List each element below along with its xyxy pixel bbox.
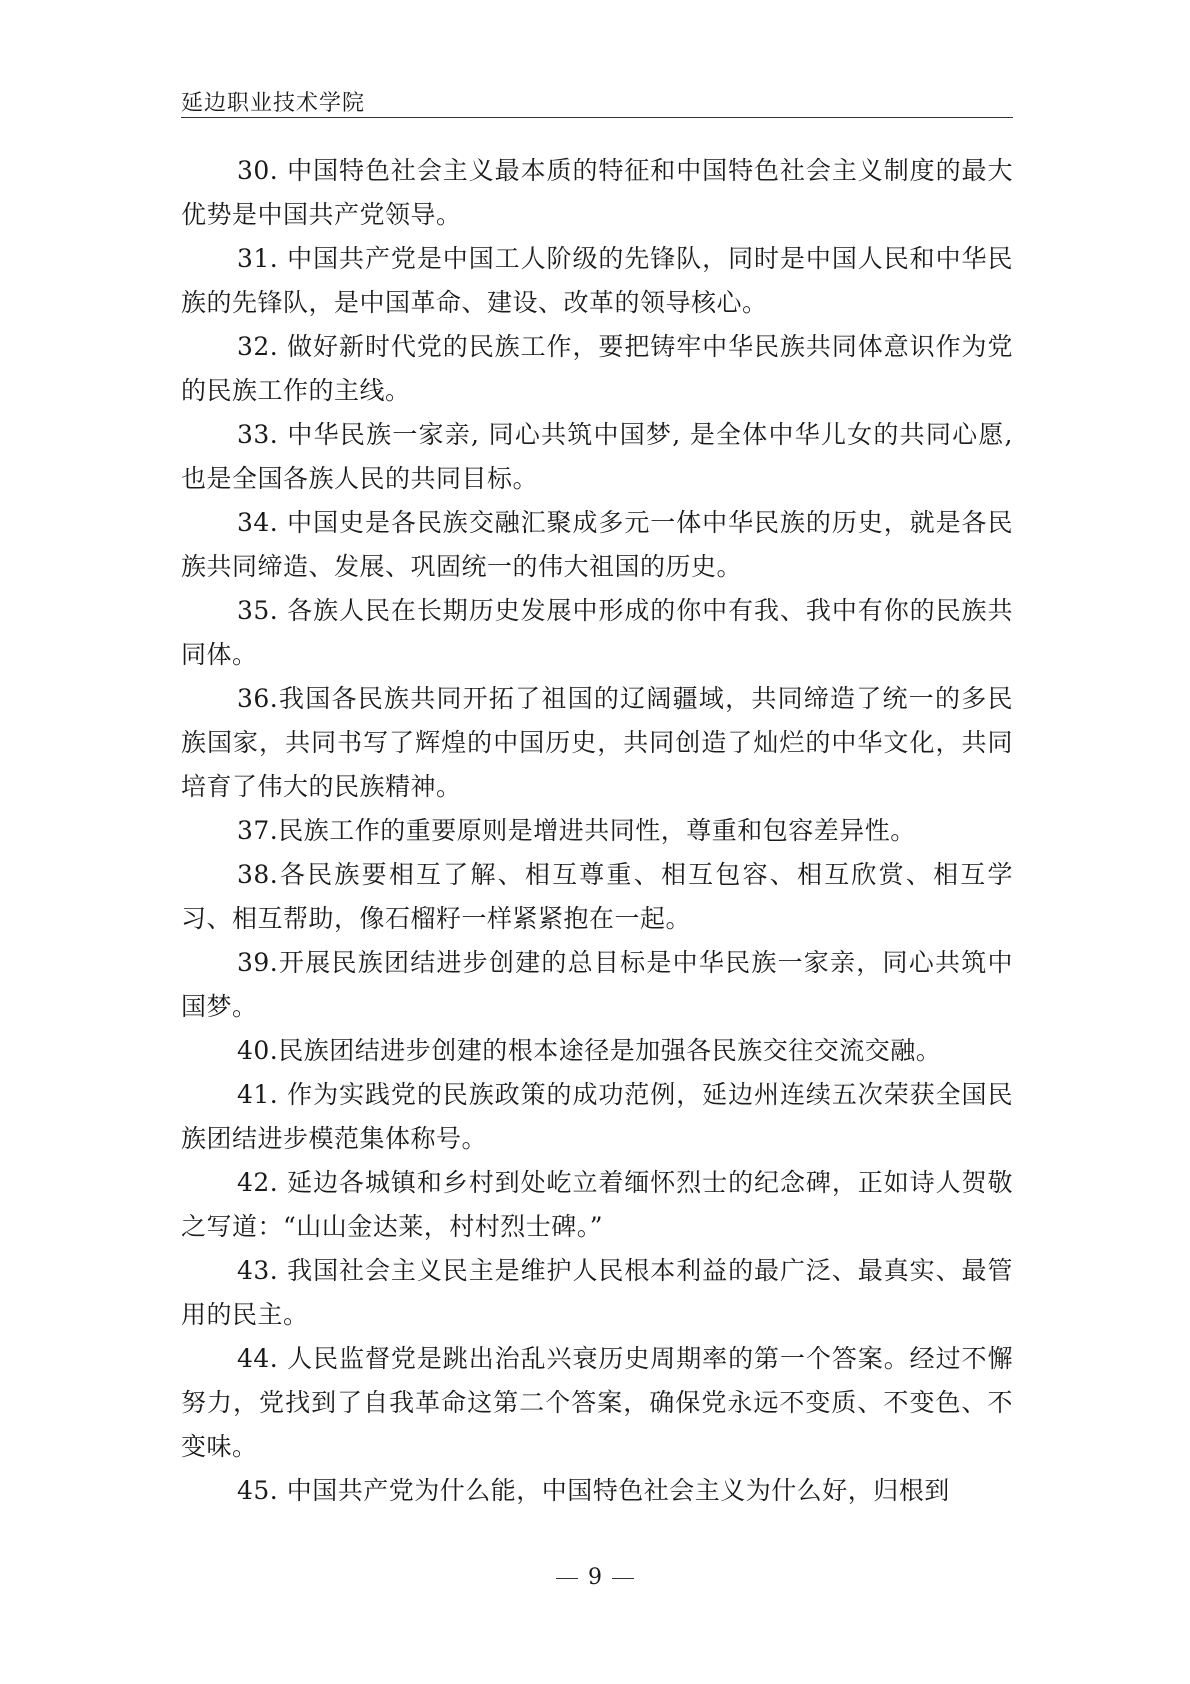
paragraph-37: 37.民族工作的重要原则是增进共同性，尊重和包容差异性。 — [237, 816, 916, 845]
paragraph-38: 38.各民族要相互了解、相互尊重、相互包容、相互欣赏、相互学习、相互帮助，像石榴籽一样紧紧抱在一起。 — [181, 860, 1013, 933]
paragraph-36: 36.我国各民族共同开拓了祖国的辽阔疆域，共同缔造了统一的多民族国家，共同书写了辉煌的中国历史，共同创造了灿烂的中华文化，共同培育了伟大的民族精神。 — [181, 684, 1013, 801]
footer-dash-left — [556, 1578, 578, 1579]
header-divider — [181, 117, 1013, 118]
paragraph-44: 44. 人民监督党是跳出治乱兴衰历史周期率的第一个答案。经过不懈努力，党找到了自我革命这第二个答案，确保党永远不变质、不变色、不变味。 — [181, 1344, 1013, 1461]
page-number: 9 — [588, 1565, 602, 1590]
paragraph-43: 43. 我国社会主义民主是维护人民根本利益的最广泛、最真实、最管用的民主。 — [181, 1256, 1013, 1329]
paragraph-41: 41. 作为实践党的民族政策的成功范例，延边州连续五次荣获全国民族团结进步模范集体称号。 — [181, 1080, 1013, 1153]
paragraph-31: 31. 中国共产党是中国工人阶级的先锋队，同时是中国人民和中华民族的先锋队，是中国革命、建设、改革的领导核心。 — [181, 244, 1013, 317]
paragraph-35: 35. 各族人民在长期历史发展中形成的你中有我、我中有你的民族共同体。 — [181, 596, 1013, 669]
paragraph-42: 42. 延边各城镇和乡村到处屹立着缅怀烈士的纪念碑，正如诗人贺敬之写道：“山山金达莱，村村烈士碑。” — [181, 1168, 1013, 1241]
paragraph-32: 32. 做好新时代党的民族工作，要把铸牢中华民族共同体意识作为党的民族工作的主线。 — [181, 332, 1013, 405]
paragraph-34: 34. 中国史是各民族交融汇聚成多元一体中华民族的历史，就是各民族共同缔造、发展、巩固统一的伟大祖国的历史。 — [181, 508, 1013, 581]
paragraph-40: 40.民族团结进步创建的根本途径是加强各民族交往交流交融。 — [237, 1036, 942, 1065]
paragraph-39: 39.开展民族团结进步创建的总目标是中华民族一家亲，同心共筑中国梦。 — [181, 948, 1013, 1021]
page-footer — [0, 1565, 1190, 1590]
document-body — [181, 149, 1013, 1519]
paragraph-30: 30. 中国特色社会主义最本质的特征和中国特色社会主义制度的最大优势是中国共产党领导。 — [181, 156, 1013, 229]
paragraph-33: 33. 中华民族一家亲, 同心共筑中国梦, 是全体中华儿女的共同心愿, 也是全国各族人民的共同目标。 — [181, 420, 1013, 493]
footer-dash-right — [612, 1578, 634, 1579]
page-header: 延边职业技术学院 — [181, 91, 366, 116]
paragraph-45: 45. 中国共产党为什么能，中国特色社会主义为什么好，归根到 — [237, 1476, 950, 1505]
